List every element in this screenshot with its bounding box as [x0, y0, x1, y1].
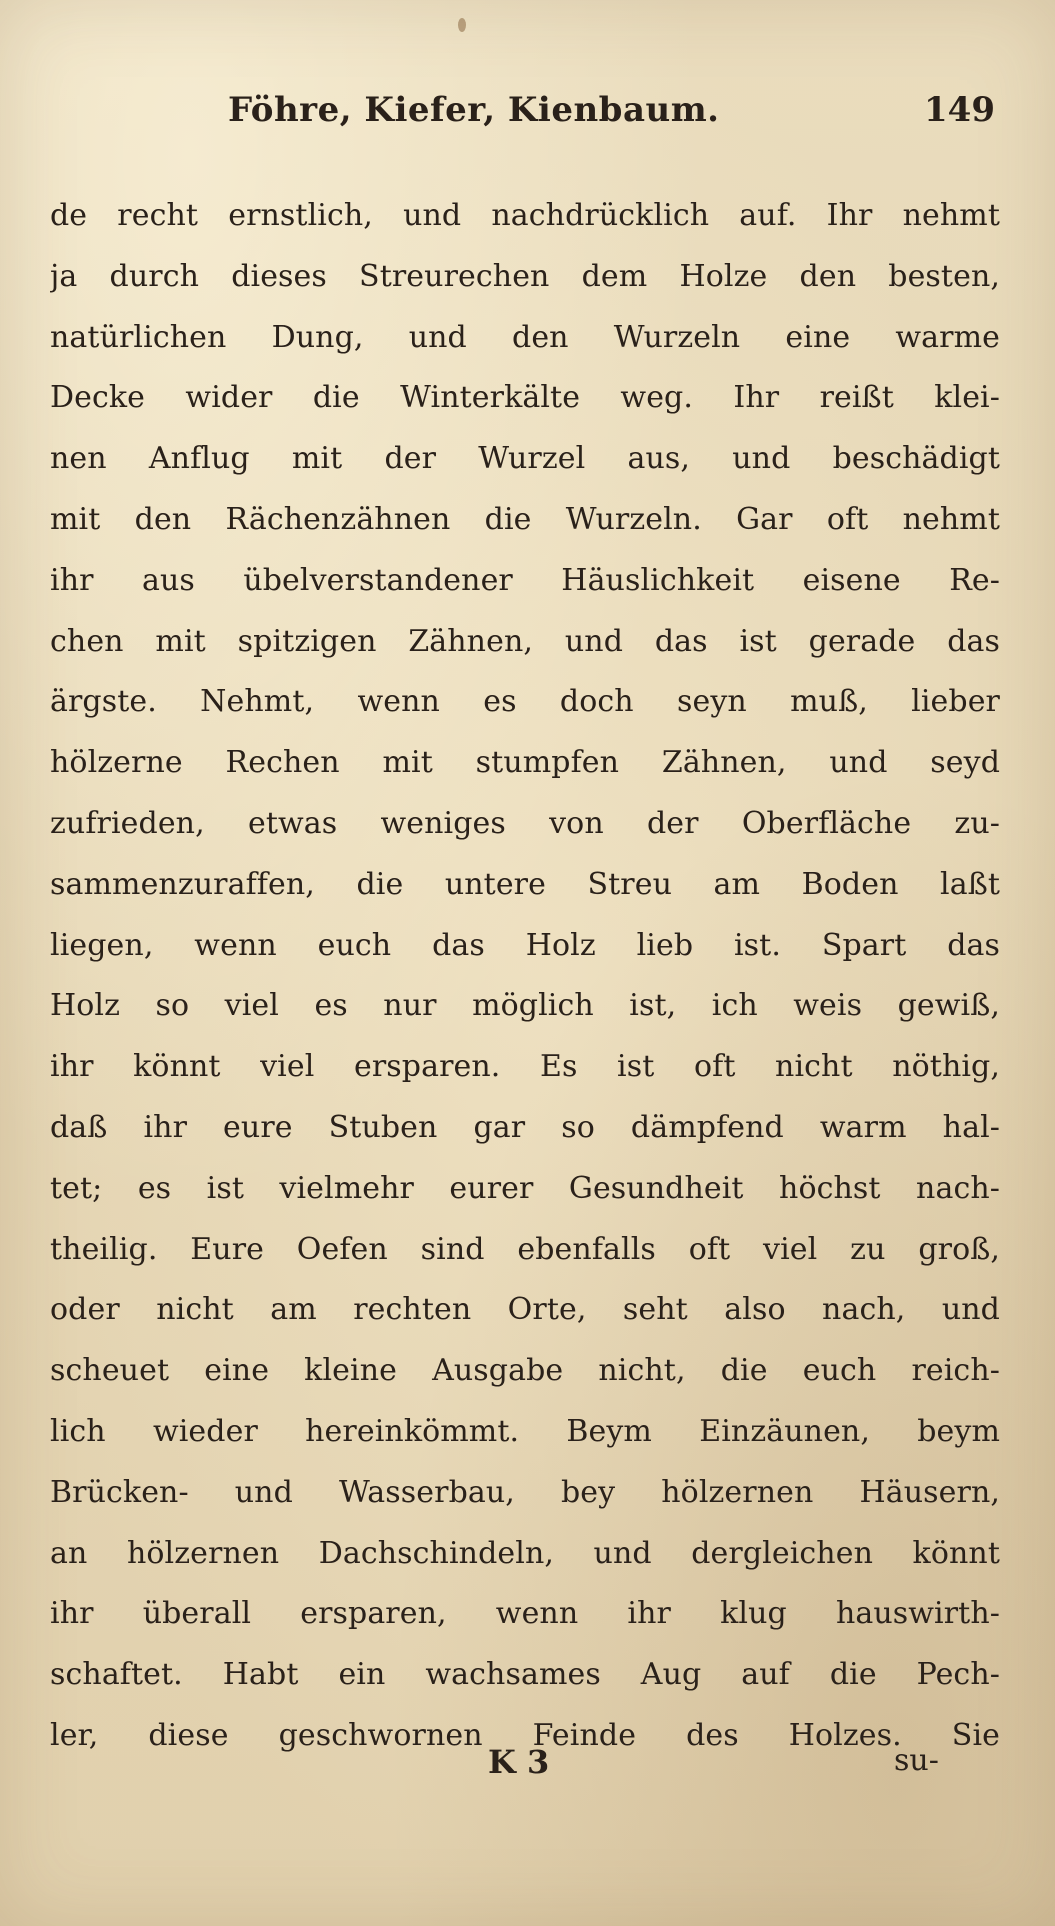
text-line: natürlichen Dung, und den Wurzeln eine warme [50, 319, 1000, 355]
text-line: zufrieden, etwas weniges von der Oberfläche zu- [50, 805, 1000, 841]
text-line: tet; es ist vielmehr eurer Gesundheit höchst nach- [50, 1170, 1000, 1206]
text-line: theilig. Eure Oefen sind ebenfalls oft viel zu groß, [50, 1231, 1000, 1267]
page-footer [0, 1743, 1055, 1803]
text-line: lich wieder hereinkömmt. Beym Einzäunen, beym [50, 1413, 1000, 1449]
text-line: ihr könnt viel ersparen. Es ist oft nicht nöthig, [50, 1049, 1000, 1085]
body-text [50, 186, 1000, 1753]
text-line: oder nicht am rechten Orte, seht also nach, und [50, 1292, 1000, 1328]
text-line: scheuet eine kleine Ausgabe nicht, die euch reich- [50, 1353, 1000, 1389]
text-line: daß ihr eure Stuben gar so dämpfend warm hal- [50, 1109, 1000, 1145]
text-line: an hölzernen Dachschindeln, und dergleichen könnt [50, 1535, 1000, 1571]
text-line: schaftet. Habt ein wachsames Aug auf die Pech- [50, 1657, 1000, 1693]
text-line: chen mit spitzigen Zähnen, und das ist gerade das [50, 623, 1000, 659]
text-line: ihr aus übelverstandener Häuslichkeit eisene Re- [50, 562, 1000, 598]
catchword: su- [894, 1743, 939, 1778]
running-head: Föhre, Kiefer, Kienbaum. [228, 90, 720, 130]
text-line: Brücken- und Wasserbau, bey hölzernen Häusern, [50, 1474, 1000, 1510]
text-line: de recht ernstlich, und nachdrücklich auf. Ihr nehmt [50, 198, 1000, 233]
text-line: ler, diese geschwornen Feinde des Holzes. Sie [50, 1717, 1000, 1753]
signature-mark: K 3 [488, 1743, 550, 1781]
text-line: ja durch dieses Streurechen dem Holze den besten, [50, 258, 1000, 294]
text-line: mit den Rächenzähnen die Wurzeln. Gar oft nehmt [50, 501, 1000, 537]
text-line: sammenzuraffen, die untere Streu am Boden laßt [50, 866, 1000, 902]
page-number: 149 [924, 90, 995, 130]
text-line: Holz so viel es nur möglich ist, ich weis gewiß, [50, 988, 1000, 1024]
text-line: ihr überall ersparen, wenn ihr klug hauswirth- [50, 1596, 1000, 1632]
page-header [0, 90, 1055, 150]
text-line: nen Anflug mit der Wurzel aus, und beschädigt [50, 441, 1000, 477]
text-line: Decke wider die Winterkälte weg. Ihr reißt klei- [50, 380, 1000, 416]
text-line: liegen, wenn euch das Holz lieb ist. Spart das [50, 927, 1000, 963]
ink-stain [458, 18, 466, 32]
text-line: ärgste. Nehmt, wenn es doch seyn muß, lieber [50, 684, 1000, 720]
text-line: hölzerne Rechen mit stumpfen Zähnen, und seyd [50, 745, 1000, 781]
